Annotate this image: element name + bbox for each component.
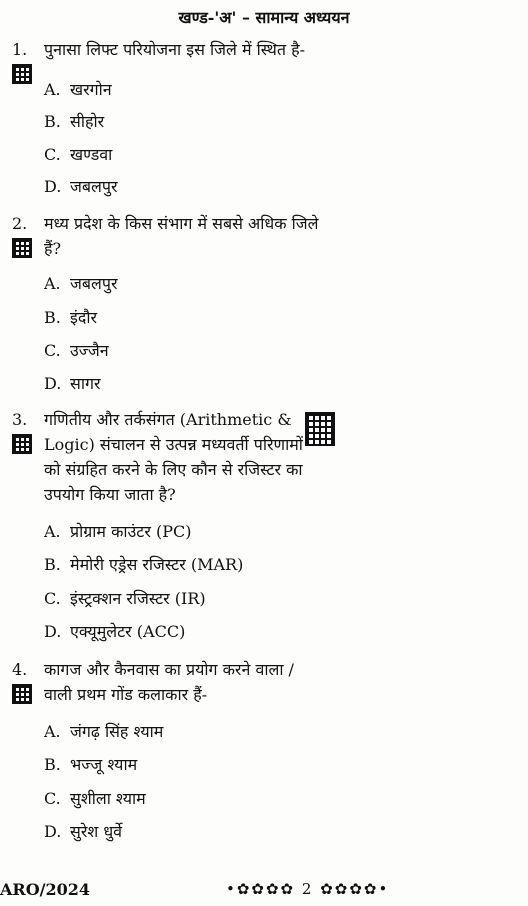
- page-header: खण्ड-'अ' – सामान्य अध्ययन: [178, 8, 350, 27]
- option-d[interactable]: D. सुरेश धुर्वे: [44, 822, 123, 841]
- question-text: मध्य प्रदेश के किस संभाग में सबसे अधिक जिले हैं?: [44, 214, 319, 258]
- question-number: 4.: [12, 660, 28, 679]
- question-number: 3.: [12, 410, 28, 429]
- margin-code-strip: [322, 550, 338, 670]
- paper-code: ARO/2024: [0, 880, 91, 899]
- option-b[interactable]: B. मेमोरी एड्रेस रजिस्टर (MAR): [44, 555, 244, 574]
- qr-code-icon: [305, 412, 335, 446]
- qr-code-icon: [12, 684, 32, 704]
- margin-code-strip: [322, 40, 338, 160]
- question-number: 1.: [12, 40, 28, 59]
- option-c[interactable]: C. उज्जैन: [44, 341, 109, 360]
- option-c[interactable]: C. इंस्ट्रक्शन रजिस्टर (IR): [44, 589, 206, 608]
- qr-code-icon: [12, 64, 32, 84]
- qr-code-icon: [12, 238, 32, 258]
- option-c[interactable]: C. खण्डवा: [44, 145, 113, 164]
- qr-code-icon: [12, 434, 32, 454]
- option-b[interactable]: B. सीहोर: [44, 112, 105, 131]
- option-b[interactable]: B. भज्जू श्याम: [44, 755, 138, 774]
- option-d[interactable]: D. सागर: [44, 374, 101, 393]
- page-number: •✿✿✿✿ 2 ✿✿✿✿•: [226, 880, 390, 898]
- option-a[interactable]: A. जबलपुर: [44, 274, 118, 293]
- option-b[interactable]: B. इंदौर: [44, 308, 98, 327]
- option-a[interactable]: A. खरगोन: [44, 80, 112, 99]
- option-a[interactable]: A. प्रोग्राम काउंटर (PC): [44, 522, 192, 541]
- option-d[interactable]: D. एक्यूमुलेटर (ACC): [44, 622, 186, 641]
- question-text: कागज और कैनवास का प्रयोग करने वाला / वाली प्रथम गोंड कलाकार हैं-: [44, 660, 294, 704]
- question-number: 2.: [12, 214, 28, 233]
- option-c[interactable]: C. सुशीला श्याम: [44, 789, 146, 808]
- option-d[interactable]: D. जबलपुर: [44, 177, 118, 196]
- question-text: पुनासा लिफ्ट परियोजना इस जिले में स्थित है-: [44, 40, 305, 59]
- margin-code-strip: [322, 715, 338, 835]
- question-text: गणितीय और तर्कसंगत (Arithmetic & Logic) संचालन से उत्पन्न मध्यवर्ती परिणामों को संग्रहित करने के लिए कौन से रजिस्टर का उपयोग किया जाता है?: [44, 410, 303, 504]
- option-a[interactable]: A. जंगढ़ सिंह श्याम: [44, 722, 164, 741]
- margin-code-strip: [322, 215, 338, 335]
